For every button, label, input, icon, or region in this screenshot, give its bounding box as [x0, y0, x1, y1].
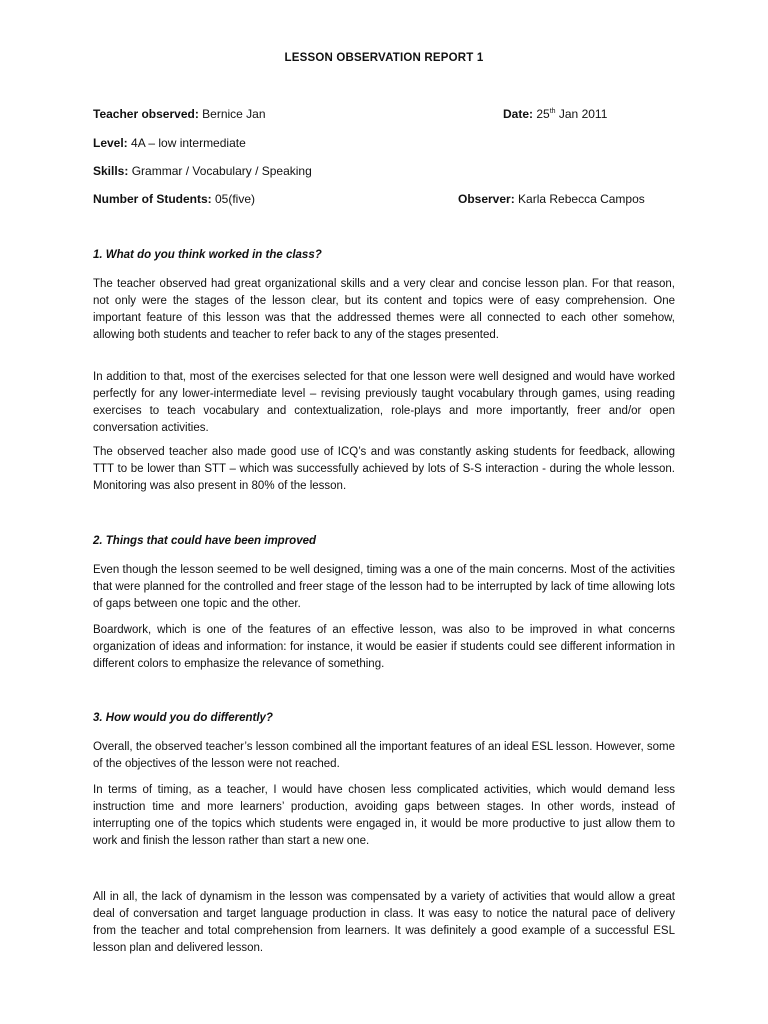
date-suffix: th [549, 108, 556, 115]
number-of-students-label: Number of Students: [93, 192, 212, 206]
date-label: Date: [503, 107, 534, 121]
level-value: 4A – low intermediate [127, 136, 246, 150]
teacher-observed-label: Teacher observed: [93, 107, 199, 121]
number-of-students-field [93, 192, 255, 206]
section-3-heading: 3. How would you do differently? [93, 712, 273, 724]
skills-field [93, 164, 312, 178]
observer-field [458, 192, 645, 206]
report-title: LESSON OBSERVATION REPORT 1 [284, 52, 484, 64]
level-field [93, 136, 246, 150]
level-label: Level: [93, 136, 128, 150]
section-1-paragraph-1: The teacher observed had great organizational skills and a very clear and concise lesson plan. For that reason, not only were the stages of the lesson clear, but its content and topics were of easy comprehension. One important feature of this lesson was that the addressed themes were all connected to each other somehow, allowing both students and teacher to refer back to any of the stages presented. [93, 278, 675, 341]
date-rest: Jan 2011 [555, 107, 608, 121]
section-3-paragraph-2: In terms of timing, as a teacher, I would have chosen less complicated activities, which would demand less instruction time and more learners’ production, avoiding gaps between stages. In other words, instead of interrupting one of the topics which students were engaged in, it would be more productive to just allow them to work and finish the lesson rather than start a new one. [93, 784, 675, 847]
section-2-paragraph-2: Boardwork, which is one of the features of an effective lesson, was also to be improved in what concerns organization of ideas and information: for instance, it would be easier if students could see different information in different colors to emphasize the relevance of something. [93, 624, 675, 670]
section-2-heading: 2. Things that could have been improved [93, 535, 317, 547]
section-2-paragraph-1: Even though the lesson seemed to be well designed, timing was a one of the main concerns. Most of the activities that were planned for the controlled and freer stage of the lesson had to be interrupted by lack of time allowing lots of gaps between one topic and the other. [93, 564, 675, 610]
number-of-students-value: 05(five) [211, 192, 256, 206]
section-1-paragraph-3: The observed teacher also made good use of ICQ’s and was constantly asking students for feedback, allowing TTT to be lower than STT – which was successfully achieved by lots of S-S interaction - during the whole lesson. Monitoring was also present in 80% of the lesson. [93, 446, 675, 492]
observer-value: Karla Rebecca Campos [514, 192, 645, 206]
teacher-observed-value: Bernice Jan [198, 107, 266, 121]
date-day: 25 [533, 107, 550, 121]
skills-value: Grammar / Vocabulary / Speaking [128, 164, 312, 178]
observer-label: Observer: [458, 192, 515, 206]
teacher-observed-field [93, 107, 266, 121]
section-1-heading: 1. What do you think worked in the class? [93, 249, 322, 261]
section-3-paragraph-1: Overall, the observed teacher’s lesson combined all the important features of an ideal ESL lesson. However, some of the objectives of the lesson were not reached. [93, 741, 675, 770]
section-3-paragraph-3: All in all, the lack of dynamism in the lesson was compensated by a variety of activities that would allow a great deal of conversation and target language production in class. It was easy to notice the natural pace of delivery from the teacher and total comprehension from learners. It was definitely a good example of a successful ESL lesson plan and delivered lesson. [93, 891, 675, 954]
section-1-paragraph-2: In addition to that, most of the exercises selected for that one lesson were well designed and would have worked perfectly for any lower-intermediate level – revising previously taught vocabulary through games, using reading exercises to teach vocabulary and contextualization, role-plays and more importantly, freer and/or open conversation activities. [93, 371, 675, 434]
skills-label: Skills: [93, 164, 129, 178]
date-field [503, 107, 607, 121]
